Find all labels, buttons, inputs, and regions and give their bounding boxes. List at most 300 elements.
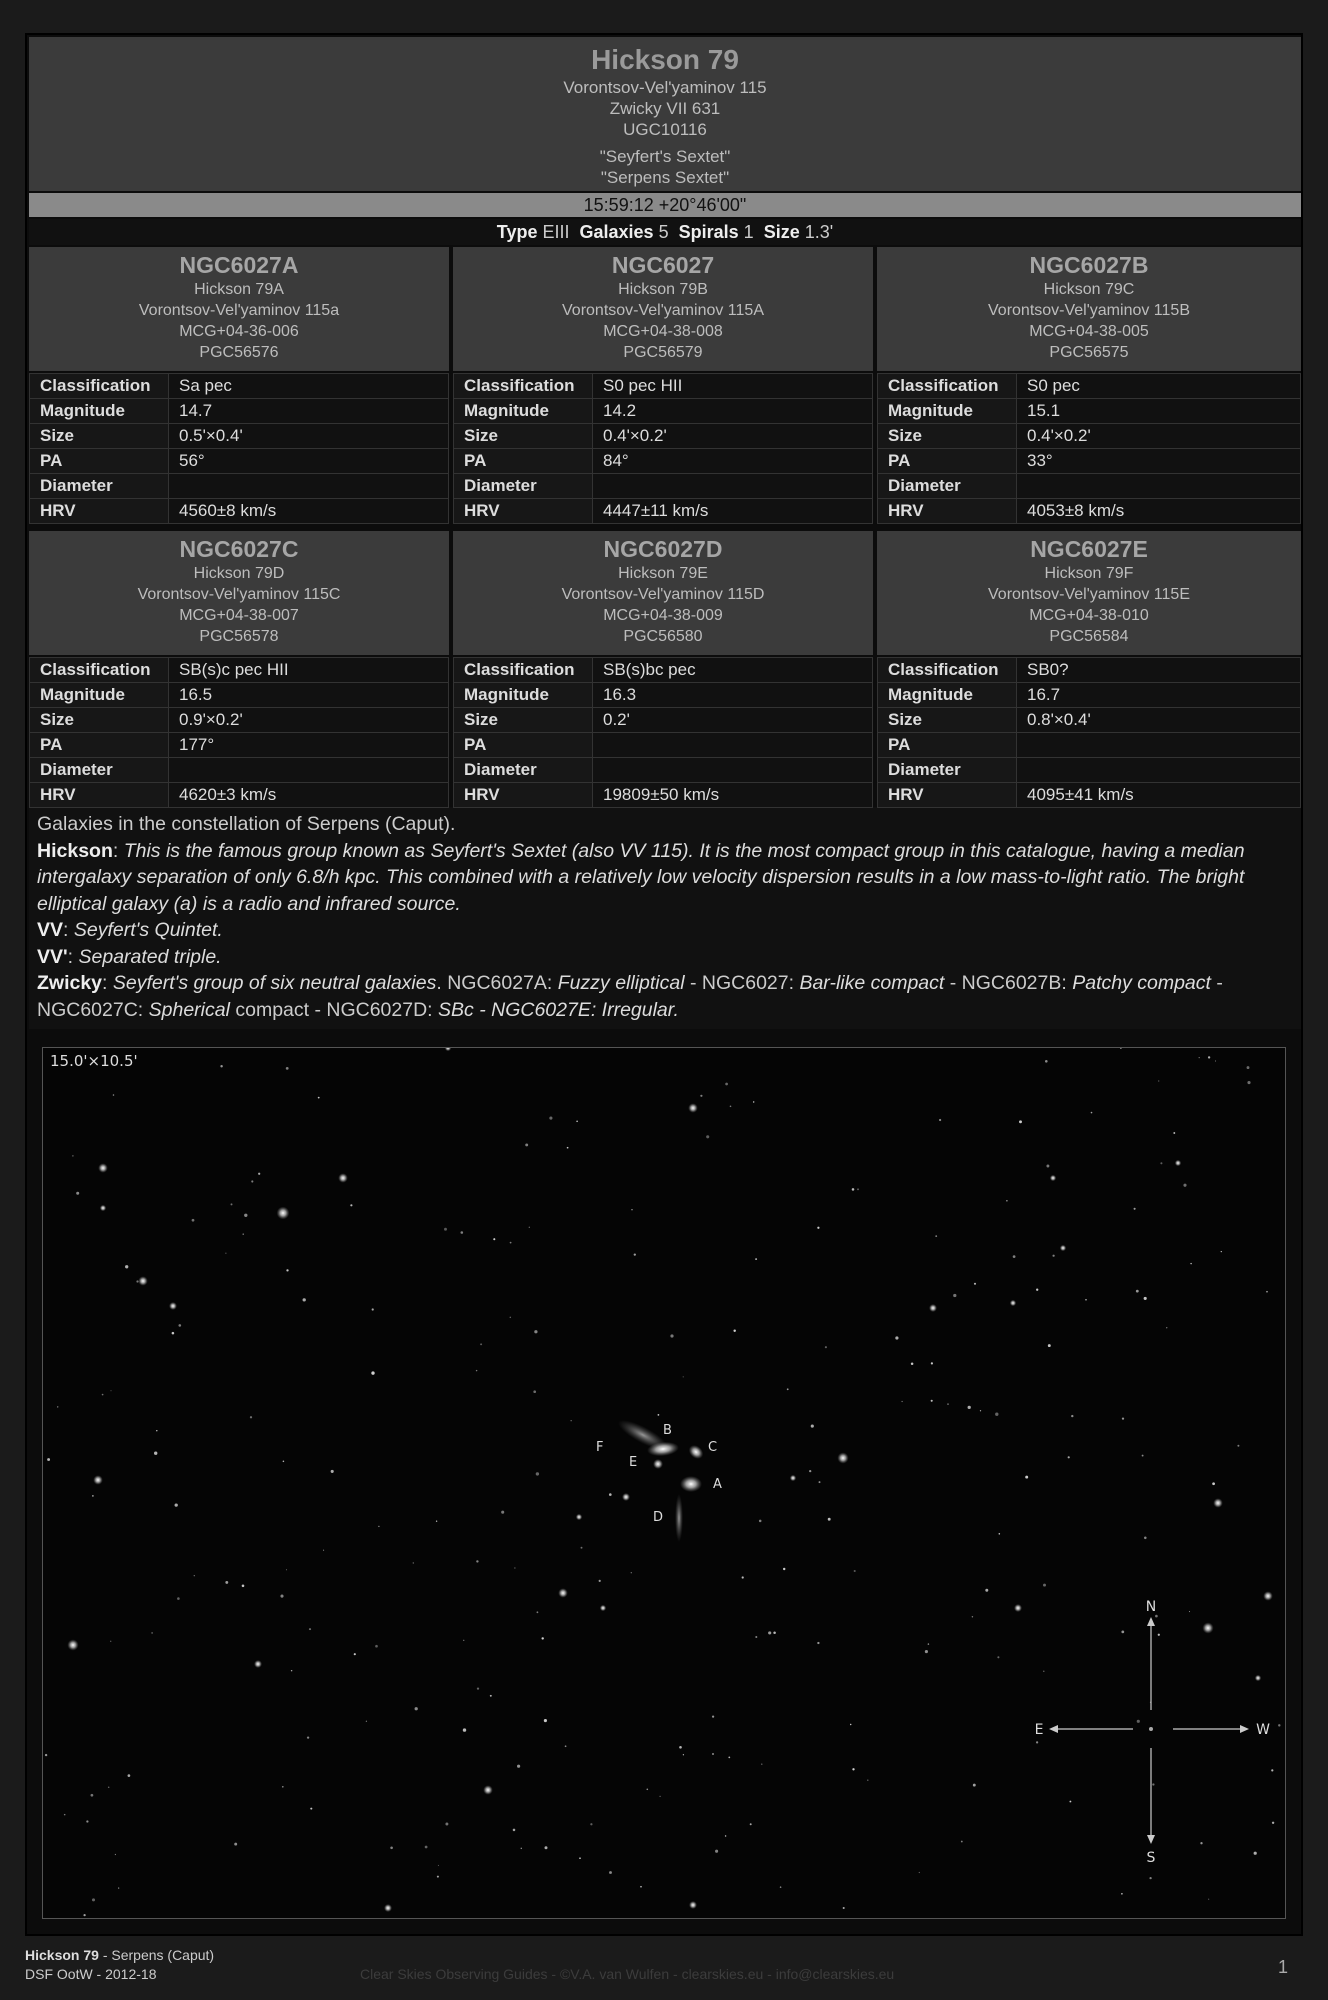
label-a: A bbox=[713, 1477, 722, 1492]
table-row bbox=[878, 708, 1301, 733]
star bbox=[1175, 1160, 1181, 1166]
faint-star bbox=[715, 1850, 718, 1853]
size-value: 1.3' bbox=[804, 222, 834, 242]
galaxy-card bbox=[453, 247, 873, 371]
faint-star bbox=[514, 1567, 515, 1568]
star bbox=[277, 1207, 290, 1220]
property-label: Diameter bbox=[878, 474, 1017, 499]
table-row bbox=[878, 499, 1301, 524]
faint-star bbox=[1043, 1671, 1044, 1672]
faint-star bbox=[521, 1848, 522, 1849]
faint-star bbox=[291, 1670, 292, 1671]
faint-star bbox=[282, 1786, 284, 1788]
faint-star bbox=[787, 1388, 789, 1390]
faint-star bbox=[1158, 1634, 1160, 1636]
faint-star bbox=[47, 1458, 50, 1461]
faint-star bbox=[517, 1765, 520, 1768]
zwicky-fragment: Fuzzy elliptical bbox=[557, 972, 685, 994]
faint-star bbox=[712, 1753, 714, 1755]
star bbox=[483, 1785, 493, 1795]
property-label: Size bbox=[30, 424, 169, 449]
coordinates-bar: 15:59:12 +20°46'00" bbox=[29, 193, 1301, 217]
faint-star bbox=[436, 1521, 437, 1522]
spirals-value: 1 bbox=[743, 222, 754, 242]
faint-star bbox=[1068, 1456, 1070, 1458]
faint-star bbox=[565, 1745, 567, 1747]
star bbox=[576, 1514, 582, 1520]
faint-star bbox=[852, 1188, 855, 1191]
galaxy-properties-table bbox=[29, 657, 449, 808]
faint-star bbox=[712, 1715, 714, 1717]
label-d: D bbox=[653, 1510, 664, 1525]
faint-star bbox=[953, 1294, 956, 1297]
property-label: HRV bbox=[454, 783, 593, 808]
property-label: Size bbox=[454, 708, 593, 733]
table-row bbox=[454, 424, 873, 449]
faint-star bbox=[244, 1214, 247, 1217]
faint-star bbox=[45, 1754, 47, 1756]
galaxy-designation: PGC56575 bbox=[1049, 344, 1129, 361]
faint-star bbox=[1149, 1877, 1151, 1879]
faint-star bbox=[490, 1695, 492, 1697]
zwicky-fragment: - NGC6027: bbox=[684, 972, 800, 994]
faint-star bbox=[280, 1595, 283, 1598]
faint-star bbox=[92, 1898, 95, 1901]
faint-star bbox=[125, 1265, 128, 1268]
galaxy-designation: Hickson 79B bbox=[618, 281, 708, 298]
faint-star bbox=[243, 1233, 244, 1234]
faint-star bbox=[1045, 1060, 1048, 1063]
table-row bbox=[454, 683, 873, 708]
table-row bbox=[454, 708, 873, 733]
galaxy-designation: Vorontsov-Vel'yaminov 115D bbox=[561, 586, 765, 603]
property-value: 0.9'×0.2' bbox=[169, 708, 449, 733]
faint-star bbox=[463, 1728, 466, 1731]
faint-star bbox=[286, 1569, 287, 1570]
faint-star bbox=[1237, 1445, 1239, 1447]
table-row bbox=[30, 658, 449, 683]
faint-star bbox=[350, 1204, 352, 1206]
faint-star bbox=[1091, 1112, 1093, 1114]
property-value: Sa pec bbox=[169, 374, 449, 399]
faint-star bbox=[901, 1401, 902, 1402]
faint-star bbox=[318, 1097, 320, 1099]
faint-star bbox=[1006, 1200, 1008, 1202]
property-value: 0.5'×0.4' bbox=[169, 424, 449, 449]
galaxy-designation: Hickson 79A bbox=[194, 281, 284, 298]
compass-e: E bbox=[1034, 1722, 1044, 1738]
galaxy-a bbox=[680, 1476, 702, 1492]
property-label: Magnitude bbox=[30, 399, 169, 424]
star-field bbox=[43, 1048, 1285, 1918]
galaxy-properties-table bbox=[877, 373, 1301, 524]
faint-star bbox=[759, 1520, 762, 1523]
galaxy-designation: Hickson 79D bbox=[193, 565, 285, 582]
faint-star bbox=[463, 1640, 464, 1641]
star bbox=[384, 1904, 392, 1912]
faint-star bbox=[939, 1119, 941, 1121]
faint-star bbox=[307, 1736, 309, 1738]
property-label: Diameter bbox=[878, 758, 1017, 783]
property-label: Diameter bbox=[454, 758, 593, 783]
faint-star bbox=[755, 1636, 757, 1638]
property-label: Size bbox=[454, 424, 593, 449]
star bbox=[1202, 1622, 1213, 1633]
table-row bbox=[878, 399, 1301, 424]
faint-star bbox=[1144, 1537, 1147, 1540]
faint-star bbox=[1189, 1611, 1190, 1612]
faint-star bbox=[773, 1632, 776, 1635]
table-row bbox=[30, 474, 449, 499]
property-value: S0 pec bbox=[1017, 374, 1301, 399]
faint-star bbox=[609, 1871, 612, 1874]
table-row bbox=[30, 733, 449, 758]
star bbox=[1010, 1300, 1016, 1306]
galaxy-designation: Hickson 79E bbox=[618, 565, 708, 582]
faint-star bbox=[1254, 1852, 1257, 1855]
faint-star bbox=[725, 1083, 728, 1086]
faint-star bbox=[683, 1376, 684, 1377]
table-row bbox=[878, 424, 1301, 449]
faint-star bbox=[72, 1155, 73, 1156]
property-value: 14.7 bbox=[169, 399, 449, 424]
faint-star bbox=[1278, 1724, 1280, 1726]
table-row bbox=[878, 658, 1301, 683]
faint-star bbox=[634, 1253, 636, 1255]
star bbox=[688, 1103, 698, 1113]
table-row bbox=[878, 449, 1301, 474]
faint-star bbox=[493, 1238, 495, 1240]
faint-star bbox=[1272, 1822, 1274, 1824]
faint-star bbox=[331, 1470, 334, 1473]
faint-star bbox=[309, 1628, 311, 1630]
faint-star bbox=[151, 1632, 153, 1634]
faint-star bbox=[310, 1808, 312, 1810]
faint-star bbox=[753, 1101, 754, 1102]
faint-star bbox=[1208, 1899, 1209, 1900]
property-value: 56° bbox=[169, 449, 449, 474]
faint-star bbox=[931, 1400, 933, 1402]
faint-star bbox=[974, 1283, 976, 1285]
faint-star bbox=[646, 1788, 648, 1790]
faint-star bbox=[177, 1597, 180, 1600]
zwicky-note: Zwicky: Seyfert's group of six neutral galaxies. NGC6027A: Fuzzy elliptical - NGC6027: Bar-like compact - NGC6027B: Patchy compact - NGC6027C: Spherical compact - NGC6027D: SBc - NGC6027E: Irregular. bbox=[37, 972, 1223, 1021]
galaxy-name: NGC6027E bbox=[1030, 536, 1148, 562]
faint-star bbox=[175, 1503, 178, 1506]
faint-star bbox=[1215, 1061, 1216, 1062]
property-value: 0.8'×0.4' bbox=[1017, 708, 1301, 733]
faint-star bbox=[1142, 1455, 1144, 1457]
property-value: 4095±41 km/s bbox=[1017, 783, 1301, 808]
faint-star bbox=[92, 1495, 94, 1497]
footer-title: Hickson 79 bbox=[25, 1947, 99, 1963]
property-value: 0.2' bbox=[593, 708, 873, 733]
guide-sheet bbox=[25, 33, 1303, 1936]
faint-star bbox=[783, 1568, 785, 1570]
property-label: Classification bbox=[878, 374, 1017, 399]
label-e: E bbox=[629, 1455, 638, 1470]
galaxy-designation: MCG+04-38-007 bbox=[179, 607, 299, 624]
galaxy-d bbox=[675, 1494, 683, 1542]
faint-star bbox=[1155, 1615, 1158, 1618]
faint-star bbox=[57, 1406, 58, 1407]
faint-star bbox=[461, 1231, 464, 1234]
faint-star bbox=[115, 1854, 116, 1855]
property-label: Size bbox=[30, 708, 169, 733]
property-label: PA bbox=[878, 449, 1017, 474]
table-row bbox=[878, 733, 1301, 758]
property-label: HRV bbox=[878, 499, 1017, 524]
zwicky-fragment: - NGC6027C: bbox=[37, 972, 1223, 1021]
faint-star bbox=[1152, 1783, 1154, 1785]
property-label: Classification bbox=[30, 658, 169, 683]
galaxy-card bbox=[877, 531, 1301, 655]
faint-star bbox=[609, 1493, 612, 1496]
faint-star bbox=[390, 1847, 393, 1850]
group-header bbox=[29, 37, 1301, 191]
table-row bbox=[454, 374, 873, 399]
property-label: Magnitude bbox=[878, 399, 1017, 424]
faint-star bbox=[973, 1784, 976, 1787]
table-row bbox=[30, 424, 449, 449]
faint-star bbox=[476, 1370, 477, 1371]
faint-star bbox=[371, 1371, 374, 1374]
faint-star bbox=[378, 1526, 379, 1527]
faint-star bbox=[854, 1570, 856, 1572]
faint-star bbox=[444, 1228, 447, 1231]
property-value: 16.3 bbox=[593, 683, 873, 708]
faint-star bbox=[576, 1121, 578, 1123]
table-row bbox=[30, 683, 449, 708]
faint-star bbox=[819, 1481, 821, 1483]
faint-star bbox=[768, 1631, 771, 1634]
faint-star bbox=[76, 1192, 79, 1195]
property-label: Classification bbox=[454, 658, 593, 683]
faint-star bbox=[972, 1616, 973, 1617]
faint-star bbox=[286, 1067, 289, 1070]
faint-star bbox=[679, 1746, 682, 1749]
property-label: PA bbox=[454, 449, 593, 474]
property-value: 4053±8 km/s bbox=[1017, 499, 1301, 524]
faint-star bbox=[1134, 1208, 1136, 1210]
faint-star bbox=[1136, 1290, 1139, 1293]
faint-star bbox=[761, 1763, 762, 1764]
faint-star bbox=[1190, 1263, 1191, 1264]
faint-star bbox=[172, 1332, 175, 1335]
zwicky-fragment: Patchy compact bbox=[1072, 972, 1211, 994]
faint-star bbox=[194, 1575, 195, 1576]
property-label: Classification bbox=[878, 658, 1017, 683]
faint-star bbox=[323, 1550, 324, 1551]
zwicky-text bbox=[37, 972, 1223, 1021]
table-row bbox=[30, 449, 449, 474]
table-row bbox=[30, 708, 449, 733]
galaxy-designation: MCG+04-38-005 bbox=[1029, 323, 1149, 340]
galaxy-properties-table bbox=[29, 373, 449, 524]
faint-star bbox=[1212, 1482, 1215, 1485]
galaxy-name: NGC6027D bbox=[603, 536, 723, 562]
faint-star bbox=[935, 1235, 937, 1237]
faint-star bbox=[828, 1518, 831, 1521]
property-label: Magnitude bbox=[30, 683, 169, 708]
property-label: PA bbox=[30, 733, 169, 758]
property-label: HRV bbox=[454, 499, 593, 524]
faint-star bbox=[947, 1403, 949, 1405]
table-row bbox=[454, 399, 873, 424]
table-row bbox=[454, 449, 873, 474]
faint-star bbox=[178, 1324, 181, 1327]
faint-star bbox=[730, 1105, 732, 1107]
property-value: 84° bbox=[593, 449, 873, 474]
star bbox=[689, 1901, 697, 1909]
faint-star bbox=[537, 1611, 539, 1613]
table-row bbox=[30, 399, 449, 424]
faint-star bbox=[1036, 1289, 1038, 1291]
vv-note: VV: Seyfert's Quintet. bbox=[37, 919, 223, 941]
label-c: C bbox=[708, 1440, 718, 1455]
faint-star bbox=[928, 1643, 929, 1644]
faint-star bbox=[1046, 1165, 1049, 1168]
faint-star bbox=[136, 1280, 138, 1282]
faint-star bbox=[1019, 1120, 1022, 1123]
footer-subtitle: - Serpens (Caput) bbox=[98, 1947, 215, 1963]
compass-n: N bbox=[1145, 1599, 1157, 1615]
faint-star bbox=[843, 1907, 845, 1909]
faint-star bbox=[1200, 1842, 1202, 1844]
faint-star bbox=[1025, 1476, 1028, 1479]
faint-star bbox=[231, 1203, 233, 1205]
hickson-text: This is the famous group known as Seyfert's Sextet (also VV 115). It is the most compact group in this catalogue, having a median intergalaxy separation of only 6.8/h kpc. This combined with a relatively low velocity dispersion results in a low mass-to-light ratio. The bright elliptical galaxy (a) is a radio and infrared source. bbox=[37, 839, 1245, 915]
label-f: F bbox=[596, 1440, 604, 1455]
star bbox=[929, 1304, 937, 1312]
faint-star bbox=[1266, 1291, 1268, 1293]
galaxy-card bbox=[453, 531, 873, 655]
faint-star bbox=[1247, 1066, 1250, 1069]
faint-star bbox=[1160, 1162, 1162, 1164]
property-label: Magnitude bbox=[454, 683, 593, 708]
alias-3: UGC10116 bbox=[623, 120, 707, 139]
property-value bbox=[593, 474, 873, 499]
faint-star bbox=[1183, 1184, 1186, 1187]
zwicky-fragment: compact - NGC6027D: bbox=[229, 998, 439, 1021]
faint-star bbox=[658, 1414, 660, 1416]
faint-star bbox=[510, 1317, 511, 1318]
galaxy-designation: Vorontsov-Vel'yaminov 115A bbox=[562, 302, 764, 319]
star bbox=[790, 1475, 796, 1481]
star bbox=[98, 1163, 108, 1173]
field-of-view: 15.0'×10.5' bbox=[50, 1052, 138, 1070]
faint-star bbox=[895, 1336, 898, 1339]
faint-star bbox=[1052, 1255, 1054, 1257]
faint-star bbox=[995, 1413, 998, 1416]
galaxy-designation: Vorontsov-Vel'yaminov 115B bbox=[988, 302, 1190, 319]
faint-star bbox=[567, 1147, 569, 1149]
faint-star bbox=[1121, 1893, 1123, 1895]
galaxy-card bbox=[877, 247, 1301, 371]
faint-star bbox=[631, 1209, 632, 1210]
table-row bbox=[454, 658, 873, 683]
property-label: Diameter bbox=[30, 474, 169, 499]
faint-star bbox=[755, 1258, 757, 1260]
faint-star bbox=[476, 1560, 478, 1562]
property-label: PA bbox=[30, 449, 169, 474]
star bbox=[169, 1302, 177, 1310]
table-row bbox=[30, 758, 449, 783]
faint-star bbox=[850, 1724, 851, 1725]
faint-star bbox=[599, 1580, 601, 1582]
faint-star bbox=[91, 1794, 94, 1797]
credit-line: Clear Skies Observing Guides - ©V.A. van Wulfen - clearskies.eu - info@clearskies.eu bbox=[360, 1966, 895, 1982]
faint-star bbox=[728, 1757, 730, 1759]
star bbox=[837, 1452, 848, 1463]
vvp-text: Separated triple. bbox=[78, 945, 222, 968]
galaxy-designation: PGC56584 bbox=[1049, 628, 1129, 645]
property-label: Diameter bbox=[454, 474, 593, 499]
vvp-label: VV' bbox=[37, 945, 68, 968]
vvp-note: VV': Separated triple. bbox=[37, 945, 222, 968]
zwicky-label: Zwicky bbox=[37, 972, 103, 994]
faint-star bbox=[1071, 1415, 1073, 1417]
table-row bbox=[454, 499, 873, 524]
faint-star bbox=[83, 1914, 85, 1916]
property-value: 16.5 bbox=[169, 683, 449, 708]
faint-star bbox=[86, 1820, 88, 1822]
faint-star bbox=[742, 1576, 744, 1578]
table-row bbox=[878, 783, 1301, 808]
faint-star bbox=[533, 1390, 536, 1393]
faint-star bbox=[579, 1857, 581, 1859]
galaxy-designation: Hickson 79F bbox=[1044, 565, 1134, 582]
faint-star bbox=[1158, 1080, 1159, 1081]
description bbox=[29, 807, 1301, 1029]
property-value: 0.4'×0.2' bbox=[1017, 424, 1301, 449]
alias-1: Vorontsov-Vel'yaminov 115 bbox=[563, 78, 767, 97]
star bbox=[100, 1205, 106, 1211]
faint-star bbox=[631, 1572, 632, 1573]
table-row bbox=[30, 783, 449, 808]
label-b: B bbox=[663, 1423, 672, 1438]
faint-star bbox=[1137, 1720, 1140, 1723]
galaxy-properties-table bbox=[453, 373, 873, 524]
faint-star bbox=[985, 1589, 988, 1592]
zwicky-fragment: Spherical bbox=[148, 998, 230, 1021]
faint-star bbox=[477, 1687, 479, 1689]
star bbox=[600, 1605, 606, 1611]
galaxy-designation: Vorontsov-Vel'yaminov 115E bbox=[988, 586, 1190, 603]
faint-star bbox=[1247, 1081, 1250, 1084]
zwicky-fragment: SBc - NGC6027E: Irregular. bbox=[438, 998, 679, 1021]
faint-star bbox=[536, 1472, 539, 1475]
faint-star bbox=[303, 1298, 306, 1301]
table-row bbox=[30, 374, 449, 399]
footer bbox=[25, 1946, 214, 1984]
nickname-1: "Seyfert's Sextet" bbox=[599, 147, 731, 166]
faint-star bbox=[825, 1346, 827, 1348]
faint-star bbox=[438, 1865, 439, 1866]
faint-star bbox=[544, 1719, 547, 1722]
compass-s: S bbox=[1146, 1850, 1156, 1866]
star bbox=[1263, 1591, 1273, 1601]
hickson-note: Hickson: This is the famous group known as Seyfert's Sextet (also VV 115). It is the most compact group in this catalogue, having a median intergalaxy separation of only 6.8/h kpc. This combined with a relatively low velocity dispersion results in a low mass-to-light ratio. The bright elliptical galaxy (a) is a radio and infrared source. bbox=[37, 839, 1245, 915]
zwicky-fragment: . NGC6027A: bbox=[436, 972, 558, 994]
table-row bbox=[454, 474, 873, 499]
faint-star bbox=[549, 1117, 552, 1120]
hickson-label: Hickson bbox=[37, 839, 113, 862]
property-label: Diameter bbox=[30, 758, 169, 783]
property-value bbox=[593, 758, 873, 783]
star bbox=[1014, 1604, 1022, 1612]
faint-star bbox=[817, 1227, 819, 1229]
